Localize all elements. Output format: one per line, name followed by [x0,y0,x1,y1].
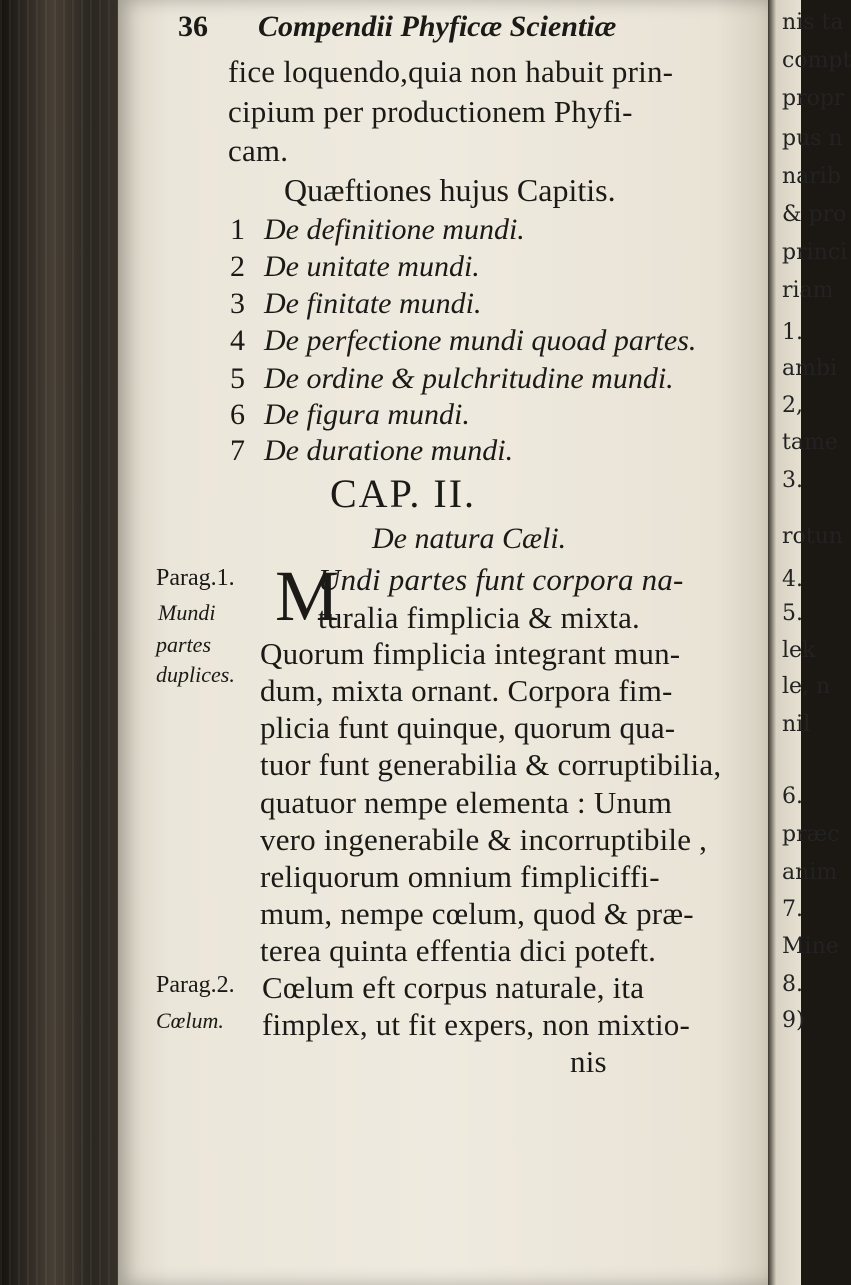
quaestio-text: De unitate mundi. [264,250,480,283]
quaestiones-title: Quæftiones hujus Capitis. [284,172,616,208]
adjacent-fragment: præc [782,822,840,847]
text-line: fimplex, ut fit expers, non mixtio- [262,1007,691,1042]
adjacent-fragment: 9) [782,1008,805,1033]
quaestio-text: De ordine & pulchritudine mundi. [264,362,674,395]
quaestio-item [230,250,480,284]
quaestio-number: 7 [230,434,245,467]
text-line: cam. [228,133,289,168]
margin-note: Parag.1. [156,565,235,591]
text-line: nis [570,1044,607,1079]
quaestio-item [230,362,674,396]
drop-cap: M [275,556,340,636]
quaestio-number: 3 [230,287,245,320]
text-line [318,562,684,598]
text-line: plicia funt quinque, quorum qua- [260,710,676,745]
adjacent-fragment: 3. [782,468,803,493]
adjacent-fragment: 5. [782,601,803,626]
adjacent-fragment: ambi [782,356,838,381]
quaestio-text: De definitione mundi. [264,213,525,246]
margin-note: duplices. [156,662,235,687]
adjacent-fragment: & pro [782,202,847,227]
adjacent-fragment: compt [782,48,851,73]
adjacent-fragment: le, n [782,674,831,699]
adjacent-fragment: tame [782,430,838,455]
running-title: Compendii Phyficæ Scientiæ [258,10,617,43]
adjacent-fragment: 4. [782,567,803,592]
quaestio-text: De finitate mundi. [264,287,482,320]
quaestio-text: De perfectione mundi quoad partes. [264,324,697,357]
adjacent-fragment: nil [782,712,811,737]
text-line: cipium per productionem Phyfi- [228,94,633,129]
text-line: mum, nempe cœlum, quod & præ- [260,896,694,931]
text-line: vero ingenerabile & incorruptibile , [260,822,708,857]
adjacent-fragment: princi [782,240,848,265]
adjacent-fragment: nis ta [782,10,844,35]
quaestio-text: De duratione mundi. [264,434,514,467]
adjacent-fragment: 2, [782,393,803,418]
adjacent-fragment: Mine [782,934,839,959]
adjacent-fragment: 1. [782,320,803,345]
quaestio-item [230,398,470,432]
quaestio-number: 6 [230,398,245,431]
quaestio-number: 5 [230,362,245,395]
adjacent-fragment: 8. [782,972,803,997]
adjacent-page [768,0,851,1285]
page-number: 36 [178,10,208,43]
text-line: dum, mixta ornant. Corpora fim- [260,673,673,708]
chapter-label: CAP. II. [330,471,477,516]
text-line: turalia fimplicia & mixta. [318,600,640,635]
adjacent-fragment: riam [782,278,834,303]
adjacent-fragment: 6. [782,784,803,809]
quaestio-item [230,324,696,358]
adjacent-fragment: anim [782,860,838,885]
quaestio-number: 2 [230,250,245,283]
text-line-content: Undi partes funt corpora na- [318,562,684,597]
adjacent-fragment: propr [782,86,845,111]
quaestio-item [230,287,481,321]
chapter-subtitle: De natura Cæli. [372,522,567,555]
text-line: quatuor nempe elementa : Unum [260,785,673,820]
adjacent-fragment: rotun [782,524,843,549]
margin-note: Cœlum. [156,1008,224,1033]
text-line: fice loquendo,quia non habuit prin- [228,54,674,89]
adjacent-fragment: pus n [782,126,843,151]
quaestio-number: 4 [230,324,245,357]
quaestio-text: De figura mundi. [264,398,470,431]
quaestio-item [230,434,513,468]
text-line: reliquorum omnium fimpliciffi- [260,859,660,894]
margin-note: Mundi [158,600,216,625]
adjacent-fragment: 7. [782,897,803,922]
text-line: terea quinta effentia dici poteft. [260,933,657,968]
text-line: Quorum fimplicia integrant mun- [260,636,681,671]
adjacent-fragment: narib [782,164,841,189]
margin-note: Parag.2. [156,972,235,998]
quaestio-number: 1 [230,213,245,246]
adjacent-fragment: lek [782,638,816,663]
text-line: tuor funt generabilia & corruptibilia, [260,747,722,782]
text-line: Cœlum eft corpus naturale, ita [262,970,645,1005]
quaestio-item [230,213,525,247]
margin-note: partes [156,632,211,657]
book-gutter [0,0,130,1285]
